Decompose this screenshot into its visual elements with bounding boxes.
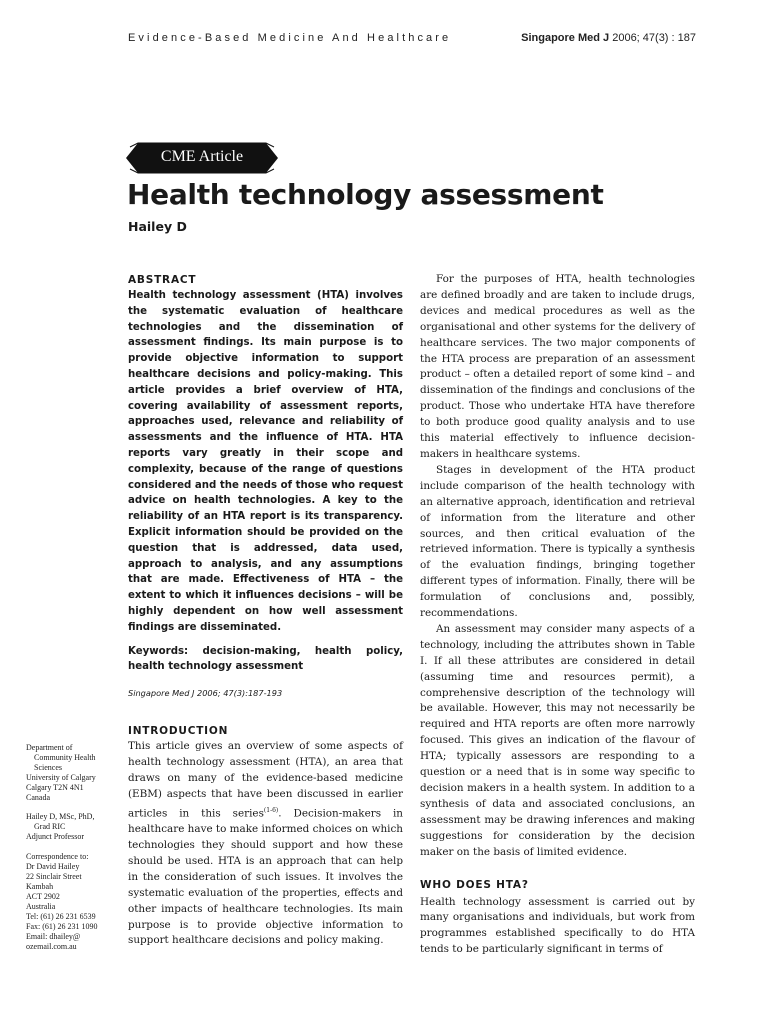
aff-line: Kambah (26, 882, 54, 891)
keywords: Keywords: decision-making, health policy, health technology assessment (128, 645, 403, 673)
aff-line: Australia (26, 902, 56, 911)
aff-line: University of Calgary (26, 773, 96, 782)
affiliation-correspondence (26, 852, 126, 952)
running-header-citation (521, 32, 696, 44)
aff-line: Grad RIC (34, 822, 66, 831)
aff-line: ACT 2902 (26, 892, 60, 901)
aff-line: Community Health (34, 753, 96, 762)
paragraph-who-does-hta: Health technology assessment is carried out by many organisations and individuals, but work from programmes established specifically to do HTA tends to be particularly significant in terms of (420, 895, 695, 956)
aff-line: Canada (26, 793, 50, 802)
journal-name: Singapore Med J (521, 32, 610, 44)
aff-line: Sciences (34, 763, 62, 772)
paragraph-hta-definition: For the purposes of HTA, health technologies are defined broadly and are taken to include drugs, devices and medical procedures as well as the organisational and other systems for the delivery of healthcare services. The two major components of the HTA process are preparation of an assessment product – often a detailed report of some kind – and dissemination of the findings and conclusions of the product. Those who undertake HTA have therefore to both produce good quality analysis and to use this material effectively to influence decision-makers in healthcare systems. (420, 273, 695, 460)
introduction-heading: INTRODUCTION (128, 725, 229, 738)
aff-line: Hailey D, MSc, PhD, (26, 812, 95, 821)
aff-line: Dr David Hailey (26, 862, 80, 871)
aff-line: Adjunct Professor (26, 832, 84, 841)
left-column (128, 272, 403, 949)
who-does-hta-heading: WHO DOES HTA? (420, 878, 529, 891)
article-author: Hailey D (128, 219, 187, 234)
intro-text-a: This article gives an overview of some aspects of health technology assessment (HTA), an area that draws on many of the evidence-based medicine (EBM) aspects that have been discussed in earlier articles in this series (128, 740, 403, 820)
introduction-text (128, 739, 403, 949)
abstract-heading: ABSTRACT (128, 274, 197, 286)
abstract-text: Health technology assessment (HTA) involves the systematic evaluation of healthcare technologies and the dissemination of assessment findings. Its main purpose is to provide objective information to support healthcare decisions and policy-making. This article provides a brief overview of HTA, covering availability of assessment reports, approaches used, relevance and reliability of assessments and the influence of HTA. HTA reports vary greatly in their scope and complexity, because of the range of questions considered and the needs of those who request advice on health technologies. A key to the reliability of an HTA report is its transparency. Explicit information should be provided on the question that is addressed, data used, approach to analysis, and any assumptions that are made. Effectiveness of HTA – the extent to which it influences decisions – will be highly dependent on how well assessment findings are disseminated. (128, 290, 403, 633)
article-title: Health technology assessment (127, 178, 604, 211)
journal-issue: 2006; 47(3) : 187 (609, 32, 696, 44)
intro-ref: (1-6) (263, 806, 279, 814)
paragraph-stages: Stages in development of the HTA product include comparison of the health technology with an alternative approach, identification and retrieval of information from the literature and other sources, and then critical evaluation of the retrieved information. There is typically a synthesis of the evaluation findings, bringing together different types of information. Finally, there will be formulation of conclusions and, possibly, recommendations. (420, 463, 695, 620)
citation-line: Singapore Med J 2006; 47(3):187-193 (128, 688, 283, 699)
aff-line: Calgary T2N 4N1 (26, 783, 84, 792)
affiliation-author (26, 812, 126, 842)
aff-line: Correspondence to: (26, 852, 89, 861)
badge-label: CME Article (160, 148, 244, 165)
aff-line: Fax: (61) 26 231 1090 (26, 922, 98, 931)
cme-article-badge (124, 140, 280, 176)
aff-line: Department of (26, 743, 73, 752)
aff-line: 22 Sinclair Street (26, 872, 82, 881)
aff-line: ozemail.com.au (26, 942, 77, 951)
right-column (420, 272, 695, 958)
paragraph-aspects: An assessment may consider many aspects of a technology, including the attributes shown in Table I. If all these attributes are considered in detail (assuming time and resources permit), a comprehensive description of the technology will be available. However, this may not necessarily be required and HTA reports are often more narrowly focused. This gives an indication of the flavour of HTA; typically assessors are responding to a question or a need that is in some way specific to decision makers in a health system. In addition to a synthesis of data and associated conclusions, an assessment may be drawing inferences and making suggestions for consideration by the decision maker on the basis of limited evidence. (420, 622, 695, 858)
affiliation-department (26, 743, 126, 803)
aff-line: Tel: (61) 26 231 6539 (26, 912, 96, 921)
intro-text-b: . Decision-makers in healthcare have to make informed choices on which technologies they should support and how these should be used. HTA is an approach that can help in the consideration of such issues. It involves the systematic evaluation of the properties, effects and other impacts of healthcare technologies. Its main purpose is to provide objective information to support healthcare decisions and policy making. (128, 807, 403, 947)
aff-line: Email: dhailey@ (26, 932, 81, 941)
running-header-section: Evidence-Based Medicine And Healthcare (128, 32, 452, 44)
